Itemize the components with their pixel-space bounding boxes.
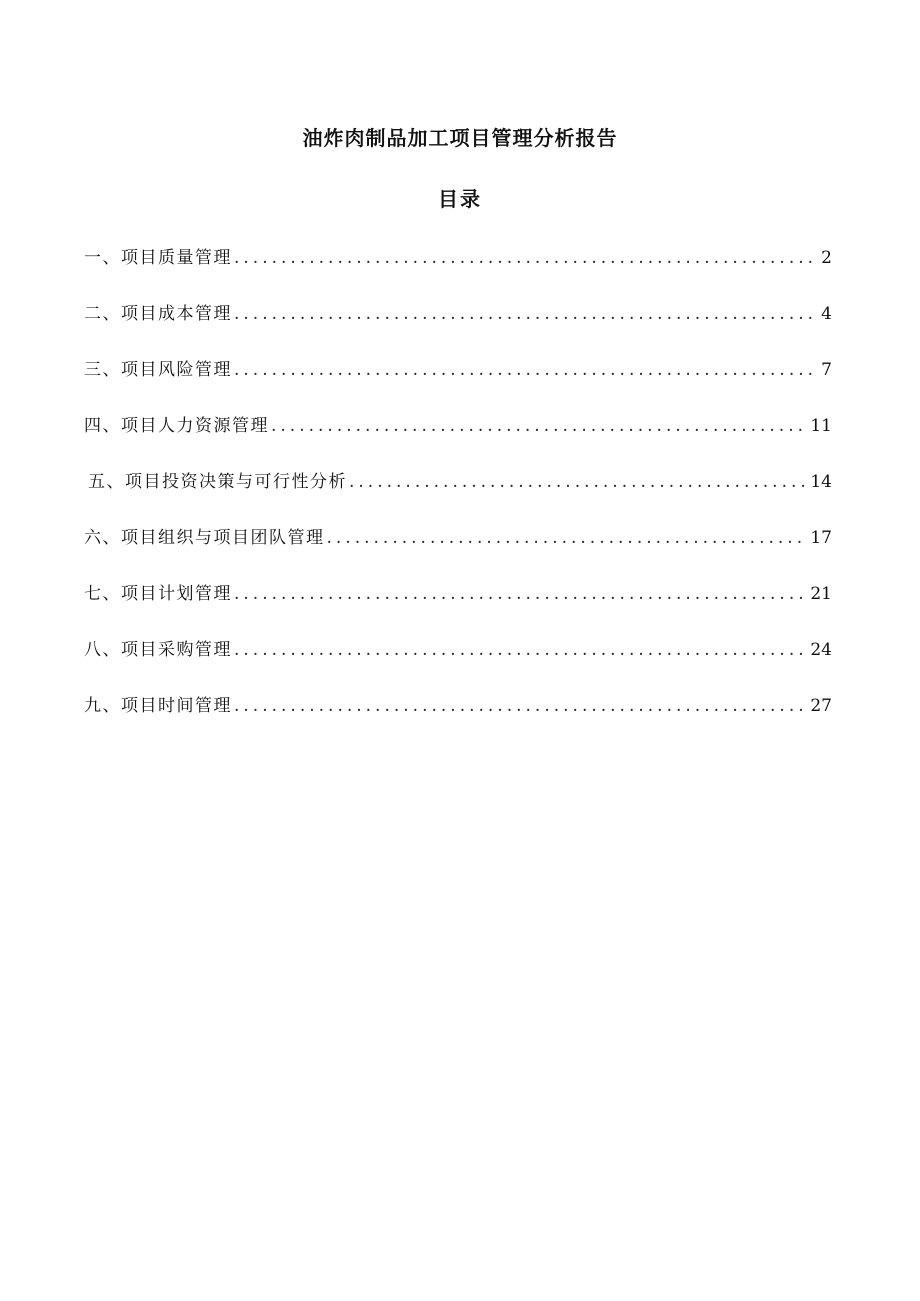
toc-page-number: 14	[810, 472, 832, 492]
toc-leader-dots	[327, 523, 807, 553]
toc-page-number: 24	[810, 640, 832, 660]
toc-page-number: 7	[821, 360, 832, 380]
toc-entry-plan[interactable]	[84, 579, 832, 635]
toc-entry-cost[interactable]	[84, 299, 832, 355]
toc-entry-investment[interactable]	[84, 467, 832, 523]
toc-page-number: 4	[821, 304, 832, 324]
toc-entry-organization[interactable]	[84, 523, 832, 579]
document-title: 油炸肉制品加工项目管理分析报告	[302, 126, 618, 150]
toc-entry-risk[interactable]	[84, 355, 832, 411]
toc-entry-human-resources[interactable]	[84, 411, 832, 467]
toc-page-number: 17	[810, 528, 832, 548]
toc-entry-label: 二、项目成本管理	[84, 304, 232, 324]
toc-entry-label: 八、项目采购管理	[84, 640, 232, 660]
toc-leader-dots	[349, 467, 806, 497]
toc-page-number: 21	[810, 584, 832, 604]
toc-leader-dots	[234, 243, 817, 273]
toc-page-number: 2	[821, 248, 832, 268]
toc-page-number: 27	[810, 696, 832, 716]
table-of-contents	[84, 243, 832, 747]
toc-entry-label: 九、项目时间管理	[84, 696, 232, 716]
toc-entry-label: 四、项目人力资源管理	[84, 416, 269, 436]
toc-page-number: 11	[810, 416, 832, 436]
toc-entry-label: 六、项目组织与项目团队管理	[84, 528, 325, 548]
toc-entry-procurement[interactable]	[84, 635, 832, 691]
toc-leader-dots	[271, 411, 806, 441]
toc-entry-label: 一、项目质量管理	[84, 248, 232, 268]
toc-heading: 目录	[438, 187, 482, 211]
toc-entry-time[interactable]	[84, 691, 832, 747]
toc-entry-label: 五、项目投资决策与可行性分析	[88, 472, 347, 492]
toc-entry-quality[interactable]	[84, 243, 832, 299]
toc-leader-dots	[234, 579, 806, 609]
toc-leader-dots	[234, 299, 817, 329]
toc-leader-dots	[234, 355, 817, 385]
toc-leader-dots	[234, 691, 806, 721]
toc-entry-label: 三、项目风险管理	[84, 360, 232, 380]
toc-leader-dots	[234, 635, 806, 665]
toc-entry-label: 七、项目计划管理	[84, 584, 232, 604]
